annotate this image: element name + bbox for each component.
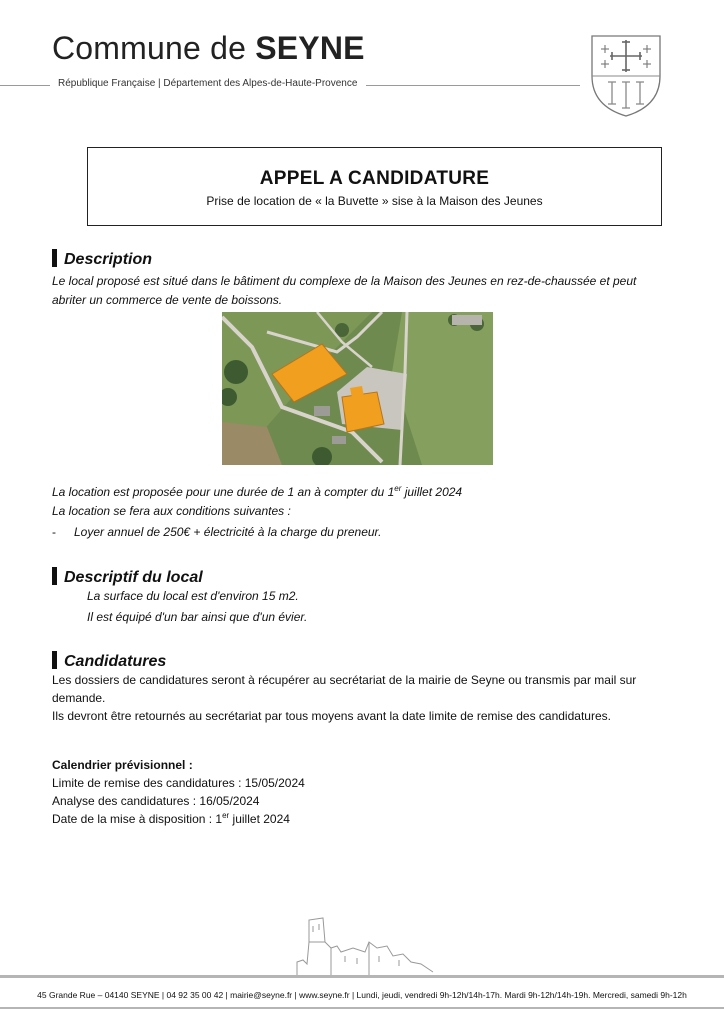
description-heading [52, 249, 152, 269]
title-commune-name: SEYNE [255, 30, 365, 66]
description-paragraph: Le local proposé est situé dans le bâtiment du complexe de la Maison des Jeunes en rez-de-chaussée et peut abriter un commerce de vente de boissons. [52, 274, 637, 307]
location-duration: La location est proposée pour une durée de 1 an à compter du 1er juillet 2024 [52, 484, 463, 499]
calendrier-deadline: Limite de remise des candidatures : 15/05/2024 [52, 776, 305, 790]
village-sketch-icon [295, 912, 435, 978]
page-title [52, 30, 365, 67]
coat-of-arms-icon [588, 30, 664, 118]
candidatures-heading-text: Candidatures [64, 653, 167, 670]
calendrier-availability: Date de la mise à disposition : 1er juillet 2024 [52, 811, 290, 826]
location-conditions-intro: La location se fera aux conditions suivantes : [52, 504, 291, 518]
candidatures-heading [52, 651, 166, 671]
descriptif-heading-text: Descriptif du local [64, 569, 203, 586]
condition-bullet-text: Loyer annuel de 250€ + électricité à la charge du preneur. [74, 525, 382, 539]
calendrier-heading: Calendrier prévisionnel : [52, 758, 193, 772]
candidatures-paragraph-1: Les dossiers de candidatures seront à récupérer au secrétariat de la mairie de Seyne ou transmis par mail sur demande. [52, 673, 637, 705]
heading-bar [52, 249, 57, 267]
aerial-photo [222, 312, 493, 465]
candidatures-paragraph-2: Ils devront être retournés au secrétariat par tous moyens avant la date limite de remise des candidatures. [52, 709, 611, 723]
descriptif-heading [52, 567, 203, 587]
appel-title: APPEL A CANDIDATURE [259, 168, 490, 189]
header-rule-left [0, 85, 50, 86]
header-subtitle-band [0, 77, 580, 95]
bullet-dash: - [52, 525, 56, 539]
descriptif-equipment: Il est équipé d'un bar ainsi que d'un évier. [87, 610, 308, 624]
appel-candidature-box [87, 147, 662, 226]
header-subtitle: République Française | Département des Alpes-de-Haute-Provence [54, 78, 361, 89]
title-prefix: Commune de [52, 30, 256, 66]
footer-contact: 45 Grande Rue – 04140 SEYNE | 04 92 35 00 42 | mairie@seyne.fr | www.seyne.fr | Lundi, jeudi, vendredi 9h-12h/14h-17h. Mardi 9h-12h/14h-19h. Mercredi, samedi 9h-12h [37, 990, 687, 1000]
appel-subtitle: Prise de location de « la Buvette » sise à la Maison des Jeunes [206, 194, 543, 208]
condition-bullet [52, 525, 381, 539]
footer-rule-bottom [0, 1007, 724, 1009]
calendrier-block [52, 756, 305, 828]
calendrier-analysis: Analyse des candidatures : 16/05/2024 [52, 794, 260, 808]
header-rule-right [366, 85, 580, 86]
footer-rule-top [0, 975, 724, 978]
heading-bar [52, 651, 57, 669]
description-heading-text: Description [64, 251, 153, 268]
descriptif-surface: La surface du local est d'environ 15 m2. [87, 589, 299, 603]
heading-bar [52, 567, 57, 585]
